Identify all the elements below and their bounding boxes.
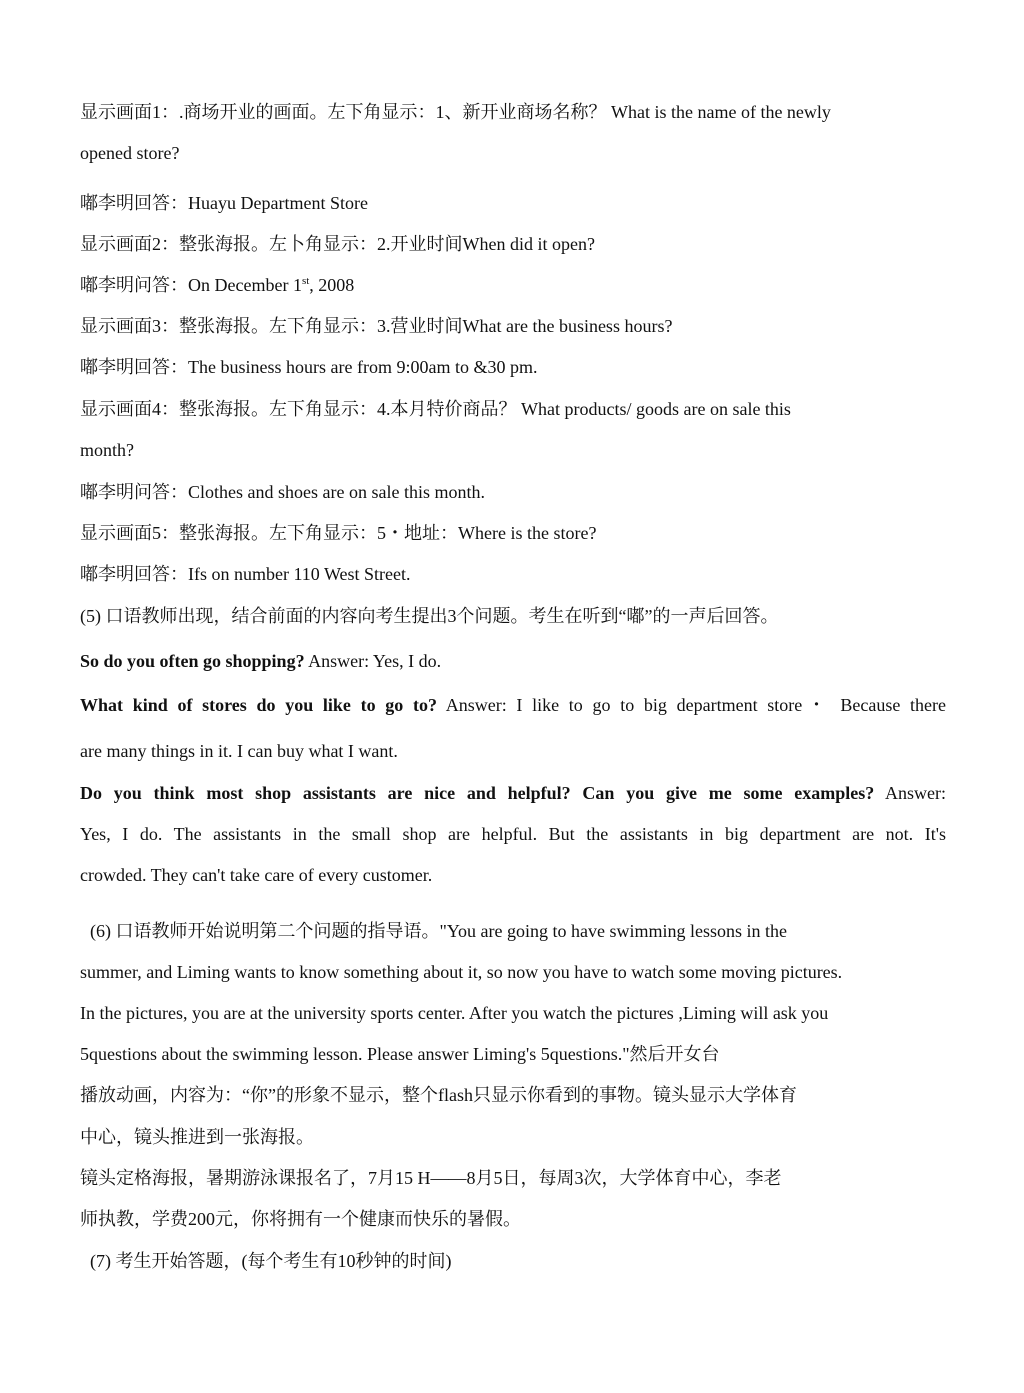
text-line: summer, and Liming wants to know something about it, so now you have to watch some moving pictures. — [80, 962, 843, 982]
text-line: 显示画面1：.商场开业的画面。左下角显示：1、新开业商场名称？ What is the name of the newly — [80, 102, 831, 122]
text-line — [80, 693, 946, 717]
text-line: 中心，镜头推进到一张海报。 — [80, 1127, 314, 1147]
text-line: 师执教，学费200元，你将拥有一个健康而快乐的暑假。 — [80, 1209, 521, 1229]
text-line: 嘟李明回答：The business hours are from 9:00am to &30 pm. — [80, 357, 538, 377]
text-line: crowded. They can't take care of every customer. — [80, 865, 433, 885]
text-line: Yes, I do. The assistants in the small shop are helpful. But the assistants in big department are not. It's — [80, 824, 946, 844]
answer: Answer: I like to go to big department store・ Because there — [437, 695, 946, 715]
text-line: 嘟李明回答：Huayu Department Store — [80, 193, 368, 213]
text-line: In the pictures, you are at the university sports center. After you watch the pictures ,Liming will ask you — [80, 1003, 829, 1023]
text-line — [80, 273, 946, 297]
text-line: are many things in it. I can buy what I want. — [80, 741, 398, 761]
text-line: 显示画面5：整张海报。左下角显示：5・地址：Where is the store? — [80, 523, 597, 543]
text-line: 显示画面3：整张海报。左下角显示：3.营业时间What are the business hours? — [80, 316, 673, 336]
superscript: st — [301, 275, 310, 287]
text-line: 显示画面2：整张海报。左卜角显示：2.开业时间When did it open? — [80, 234, 595, 254]
text-line: (6) 口语教师开始说明第二个问题的指导语。"You are going to have swimming lessons in the — [90, 921, 787, 941]
text-segment: 嘟李明问答：On December 1 — [80, 275, 302, 295]
text-line: 镜头定格海报，暑期游泳课报名了，7月15 H——8月5日，每周3次，大学体育中心，李老 — [80, 1168, 782, 1188]
text-line: month? — [80, 440, 134, 460]
text-line: (5) 口语教师出现，结合前面的内容向考生提出3个问题。考生在听到“嘟”的一声后回答。 — [80, 606, 779, 626]
text-line: 嘟李明回答：Ifs on number 110 West Street. — [80, 564, 411, 584]
question: What kind of stores do you like to go to? — [80, 695, 438, 715]
text-line: opened store? — [80, 143, 180, 163]
text-line — [80, 649, 946, 673]
answer: Answer: — [874, 783, 946, 803]
question: Do you think most shop assistants are nice and helpful? Can you give me some examples? — [80, 783, 875, 803]
text-line: 播放动画，内容为：“你”的形象不显示，整个flash只显示你看到的事物。镜头显示大学体育 — [80, 1085, 797, 1105]
answer: Answer: Yes, I do. — [304, 651, 442, 671]
text-segment: , 2008 — [309, 275, 355, 295]
text-line: 显示画面4：整张海报。左下角显示：4.本月特价商品？ What products/ goods are on sale this — [80, 399, 791, 419]
text-line: 嘟李明问答：Clothes and shoes are on sale this month. — [80, 482, 485, 502]
text-line: 5questions about the swimming lesson. Please answer Liming's 5questions."然后开女台 — [80, 1044, 720, 1064]
text-line — [80, 781, 946, 805]
question: So do you often go shopping? — [80, 651, 305, 671]
text-line: (7) 考生开始答题，(每个考生有10秒钟的时间) — [90, 1251, 452, 1271]
